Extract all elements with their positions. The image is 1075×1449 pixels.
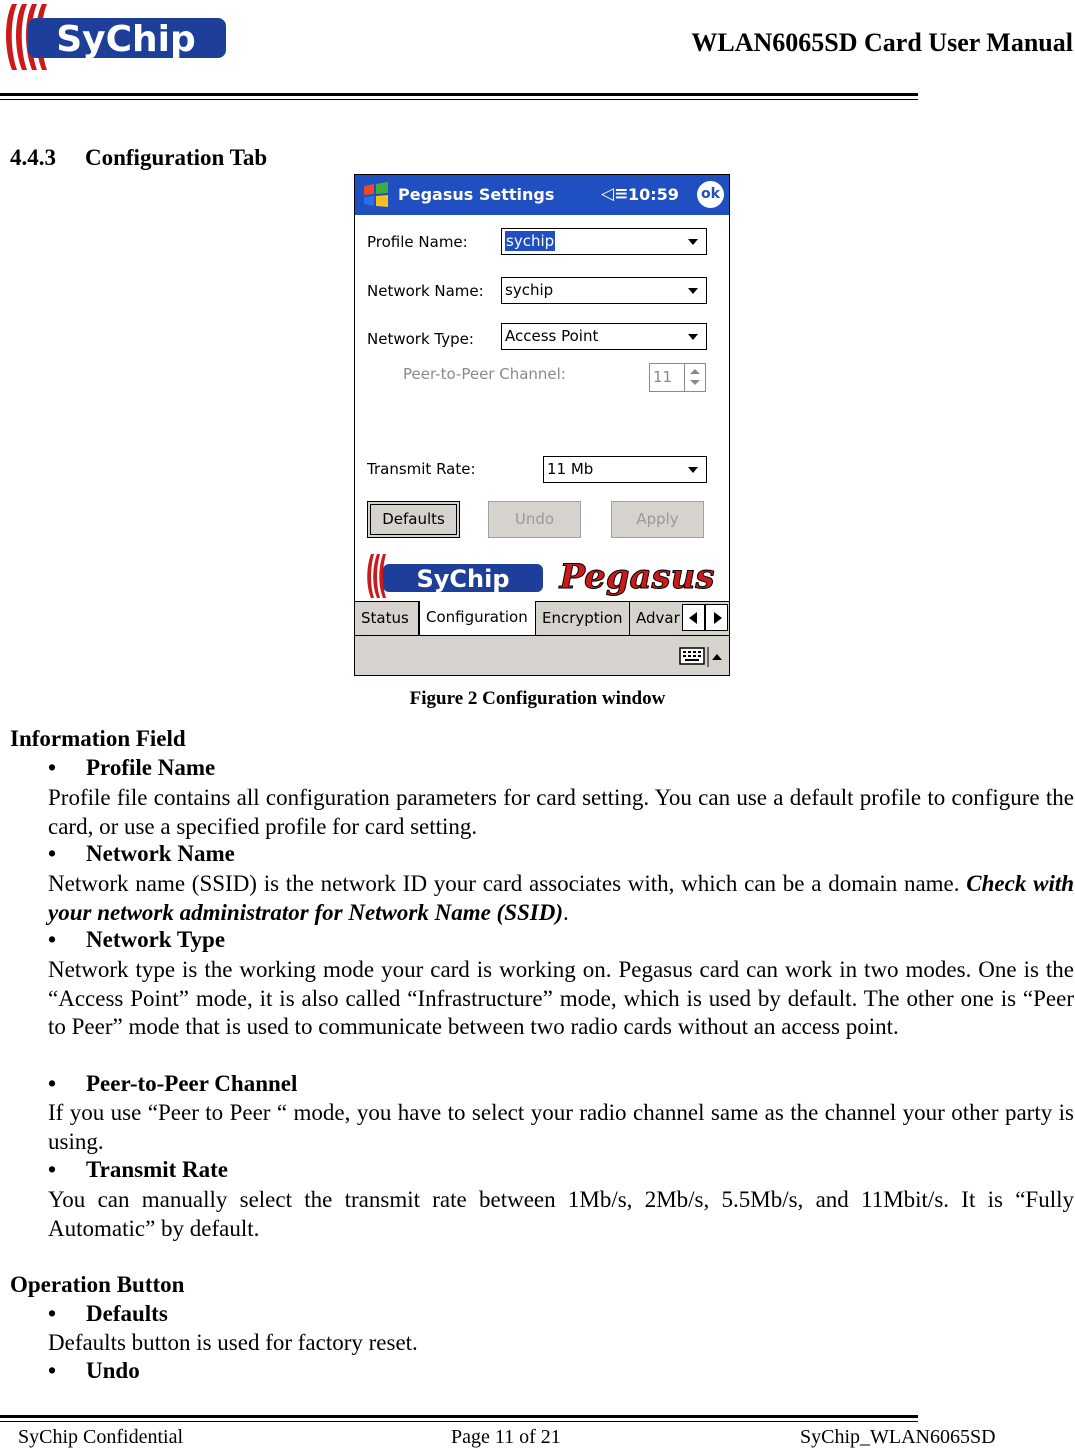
profile-name-label: Profile Name: xyxy=(367,233,468,251)
bullet: • xyxy=(48,1071,57,1096)
tab-configuration[interactable]: Configuration xyxy=(419,601,536,636)
speaker-icon[interactable]: ◁≡ xyxy=(601,184,629,204)
bullet: • xyxy=(48,841,57,866)
chevron-down-icon xyxy=(688,239,698,245)
document-title: WLAN6065SD Card User Manual xyxy=(691,28,1073,57)
profile-name-value: sychip xyxy=(506,232,555,250)
footer-left: SyChip Confidential xyxy=(18,1426,183,1448)
network-type-value: Access Point xyxy=(505,327,599,345)
profile-name-description: Profile file contains all configuration parameters for card setting. You can use a default profile to configure the card, or use a specified profile for card setting. xyxy=(48,785,1074,839)
arrow-up-icon xyxy=(690,369,700,374)
logo-text: SyChip xyxy=(56,19,196,60)
footer-rule xyxy=(0,1415,918,1418)
defaults-button[interactable]: Defaults xyxy=(367,501,460,538)
tab-advanced[interactable]: Advar xyxy=(636,609,680,627)
bullet-title: Peer-to-Peer Channel xyxy=(86,1071,298,1096)
header-rule xyxy=(0,93,918,96)
bullet: • xyxy=(48,927,57,952)
command-bar xyxy=(355,635,730,676)
sychip-logo xyxy=(2,0,228,74)
operation-button-heading: Operation Button xyxy=(10,1272,185,1297)
tab-scroll-left[interactable] xyxy=(682,604,705,631)
bullet-title: Undo xyxy=(86,1358,140,1383)
tab-scroll-right[interactable] xyxy=(705,604,728,631)
section-heading xyxy=(10,145,267,171)
peer-channel-spinner[interactable] xyxy=(649,363,706,392)
bullet: • xyxy=(48,1358,57,1383)
arrow-right-icon xyxy=(714,612,722,624)
bullet-title: Network Name xyxy=(86,841,235,866)
bullet-heading-profile-name xyxy=(48,755,215,781)
transmit-rate-label: Transmit Rate: xyxy=(367,460,476,478)
network-type-label: Network Type: xyxy=(367,330,474,348)
chevron-down-icon xyxy=(688,288,698,294)
network-name-emphasis: Check with your network administrator for Network Name (SSID) xyxy=(48,871,1075,925)
figure-caption: Figure 2 Configuration window xyxy=(409,688,666,709)
bullet: • xyxy=(48,1157,57,1182)
network-type-dropdown[interactable] xyxy=(501,323,707,350)
spinner-buttons[interactable] xyxy=(684,364,705,391)
ppc-logo-left: SyChip xyxy=(416,565,510,593)
configuration-window-screenshot xyxy=(354,174,730,676)
chevron-down-icon xyxy=(688,467,698,473)
bullet-heading-defaults xyxy=(48,1301,168,1327)
window-title: Pegasus Settings xyxy=(398,185,555,204)
transmit-rate-value: 11 Mb xyxy=(547,460,594,478)
section-title: Configuration Tab xyxy=(85,145,268,170)
tab-status[interactable]: Status xyxy=(355,602,419,635)
peer-channel-value: 11 xyxy=(653,368,673,386)
bullet-title: Defaults xyxy=(86,1301,168,1326)
bullet-title: Transmit Rate xyxy=(86,1157,229,1182)
peer-channel-label: Peer-to-Peer Channel: xyxy=(403,365,566,383)
bullet-title: Network Type xyxy=(86,927,226,952)
bullet-heading-transmit-rate xyxy=(48,1157,228,1183)
network-name-description xyxy=(48,870,1074,927)
network-name-label: Network Name: xyxy=(367,282,484,300)
transmit-rate-description: You can manually select the transmit rate between 1Mb/s, 2Mb/s, 5.5Mb/s, and 11Mbit/s. It is “Fully Automatic” by default. xyxy=(48,1187,1074,1241)
bullet-heading-network-name xyxy=(48,841,235,867)
arrow-down-icon xyxy=(690,380,700,385)
ppc-logo-right: Pegasus xyxy=(559,557,715,597)
section-number: 4.4.3 xyxy=(10,145,56,170)
profile-name-dropdown[interactable] xyxy=(501,228,707,255)
network-name-dropdown[interactable] xyxy=(501,277,707,304)
bullet-heading-peer-channel xyxy=(48,1071,297,1097)
bullet-heading-undo xyxy=(48,1358,140,1384)
tab-encryption[interactable]: Encryption xyxy=(536,602,630,635)
sychip-pegasus-logo xyxy=(365,550,727,602)
transmit-rate-dropdown[interactable] xyxy=(543,456,707,483)
network-name-text: Network name (SSID) is the network ID your card associates with, which can be a domain name. xyxy=(48,871,960,896)
bullet-heading-network-type xyxy=(48,927,225,953)
clock[interactable]: 10:59 xyxy=(628,185,679,204)
chevron-down-icon xyxy=(688,334,698,340)
arrow-left-icon xyxy=(689,612,697,624)
undo-button[interactable]: Undo xyxy=(488,501,581,538)
footer-page: Page 11 of 21 xyxy=(451,1426,561,1448)
tab-bar xyxy=(355,601,730,636)
footer-rule-thin xyxy=(0,1421,918,1422)
network-type-description: Network type is the working mode your card is working on. Pegasus card can work in two modes. One is the “Access Point” mode, it is also called “Infrastructure” mode, which is used by default. The other one is “Peer to Peer” mode that is used to communicate between two radio cards without an access point. xyxy=(48,957,1074,1040)
defaults-description: Defaults button is used for factory reset. xyxy=(48,1330,418,1355)
windows-start-icon[interactable] xyxy=(361,181,391,209)
keyboard-icon[interactable] xyxy=(679,646,725,668)
title-bar xyxy=(355,175,730,215)
header-rule-thin xyxy=(0,99,918,100)
ok-button[interactable]: ok xyxy=(697,181,724,208)
information-field-heading: Information Field xyxy=(10,726,186,751)
network-name-tail: . xyxy=(563,899,569,925)
bullet-title: Profile Name xyxy=(86,755,216,780)
bullet: • xyxy=(48,755,57,780)
peer-channel-description: If you use “Peer to Peer “ mode, you have to select your radio channel same as the channel your other party is using. xyxy=(48,1100,1074,1154)
network-name-value: sychip xyxy=(505,281,554,299)
apply-button[interactable]: Apply xyxy=(611,501,704,538)
bullet: • xyxy=(48,1301,57,1326)
footer-right: SyChip_WLAN6065SD xyxy=(800,1426,996,1448)
